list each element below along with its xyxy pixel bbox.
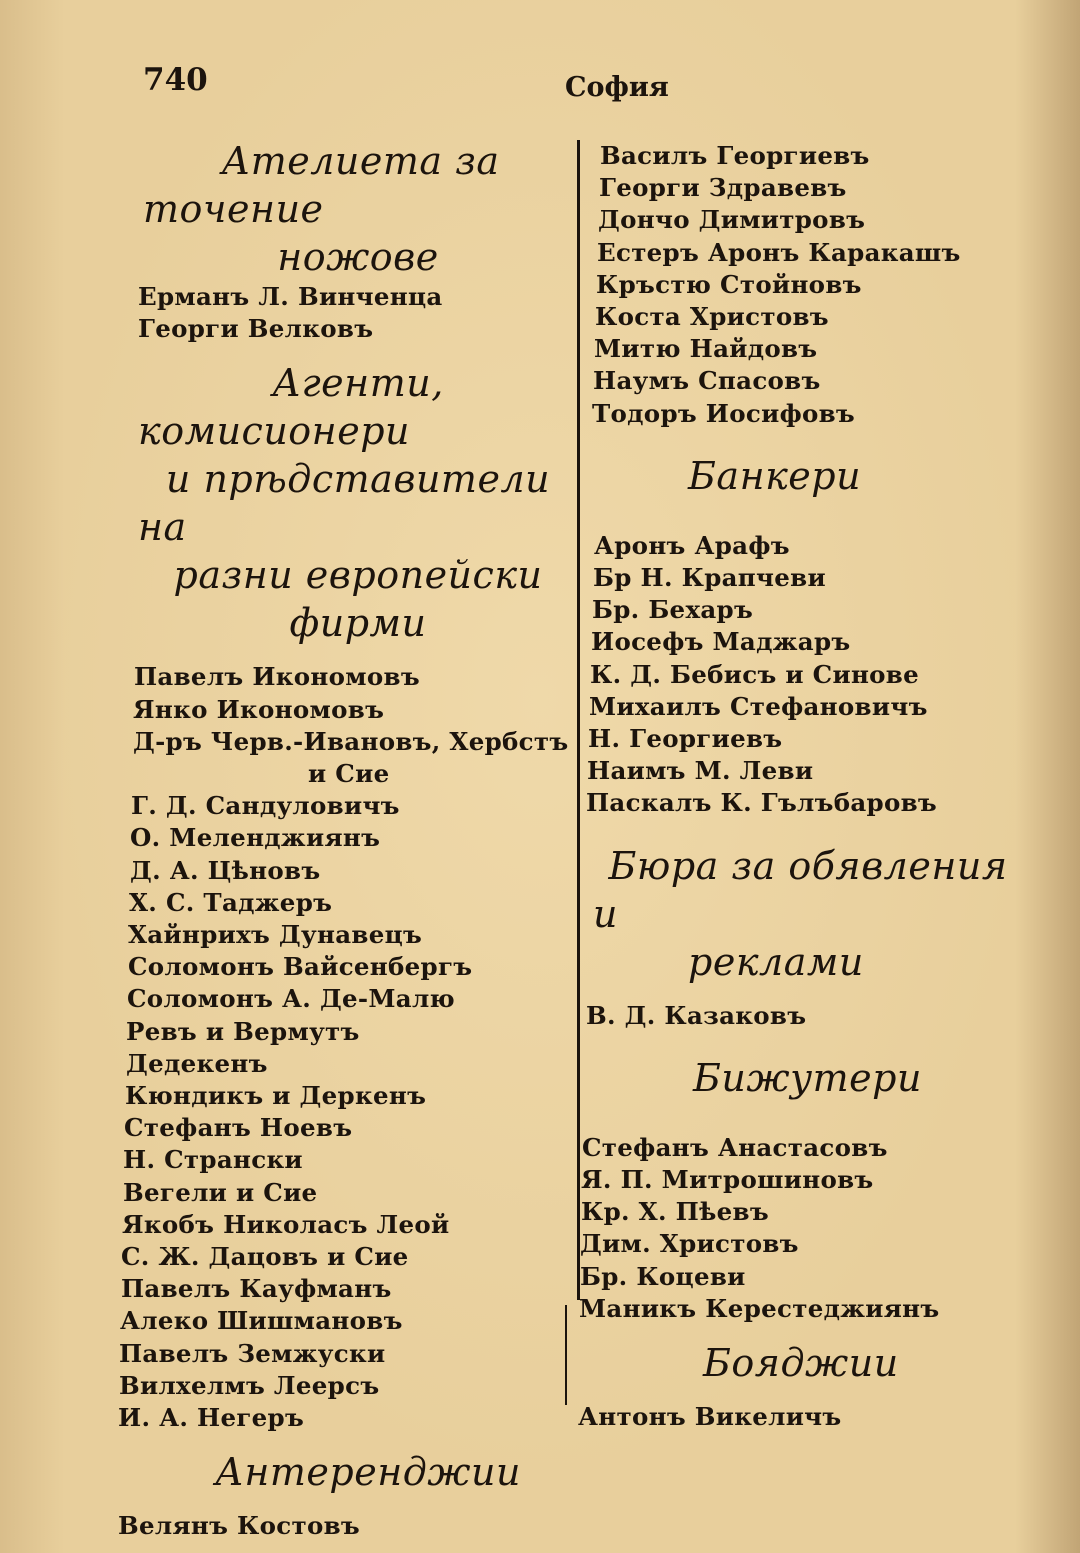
section-title: Бижутери (693, 1055, 922, 1100)
list-item: Коста Христовъ (595, 302, 829, 332)
list-item: Соломонъ Вайсенбергъ (128, 952, 473, 982)
list-item: Я. П. Митрошиновъ (581, 1165, 874, 1195)
section-title: Ателиета за точение (143, 139, 500, 231)
list-item: Василъ Георгиевъ (600, 141, 870, 170)
list-item: И. А. Негеръ (118, 1403, 305, 1433)
list-item: Аронъ Арафъ (594, 530, 790, 560)
list-item: Павелъ Икономовъ (134, 662, 420, 692)
list-item: Янко Икономовъ (133, 694, 385, 724)
list-item: Стефанъ Ноевъ (124, 1113, 353, 1143)
right-column (578, 140, 1038, 1433)
list-item: Георги Здравевъ (599, 173, 847, 203)
list-item: Н. Георгиевъ (588, 724, 783, 754)
section-title: Антеренджии (215, 1450, 521, 1495)
list-item: Д. А. Цѣновъ (130, 855, 321, 885)
list-item: Маникъ Керестеджиянъ (579, 1293, 940, 1323)
list-item: Наумъ Спасовъ (593, 366, 821, 396)
list-item: Антонъ Викеличъ (578, 1402, 842, 1432)
list-item: Бр. Бехаръ (592, 595, 754, 625)
list-item: Х. С. Таджеръ (129, 887, 333, 917)
section-title: Бояджии (703, 1341, 899, 1386)
list-item: Хайнрихъ Дунавецъ (128, 920, 423, 950)
list-item: Дончо Димитровъ (598, 205, 866, 235)
list-item: Павелъ Кауфманъ (121, 1274, 392, 1304)
list-item: Георги Велковъ (138, 314, 374, 344)
list-item: Ерманъ Л. Винченца (138, 282, 443, 311)
list-item: Г. Д. Сандуловичъ (131, 791, 400, 821)
running-title: София (565, 72, 669, 103)
list-item: С. Ж. Дацовъ и Сие (121, 1242, 409, 1272)
list-item: Д-ръ Черв.-Ивановъ, Хербстъ (133, 726, 569, 756)
list-item: Митю Найдовъ (594, 334, 818, 364)
list-item: Наимъ М. Леви (587, 756, 814, 786)
list-item: Вегели и Сие (123, 1177, 318, 1207)
list-item: В. Д. Казаковъ (586, 1000, 807, 1030)
list-item: Кюндикъ и Деркенъ (125, 1081, 427, 1111)
section-title: фирми (289, 601, 427, 646)
list-item: Иосефъ Маджаръ (591, 627, 851, 657)
section-title: реклами (688, 939, 864, 984)
section-title: ножове (277, 235, 439, 279)
section-title: Бюра за обявления и (593, 843, 1008, 936)
list-item: Алеко Шишмановъ (120, 1306, 403, 1336)
list-item: Кр. Х. Пѣевъ (581, 1197, 769, 1227)
list-item: Тодоръ Иосифовъ (592, 398, 856, 428)
list-item: Велянъ Костовъ (118, 1511, 361, 1541)
section-title: Агенти, комисионери (138, 361, 444, 454)
list-item: К. Д. Бебисъ и Синове (590, 659, 920, 689)
section-title: Банкери (688, 453, 862, 498)
list-item: О. Меленджиянъ (130, 823, 381, 853)
list-item: Бр. Коцеви (580, 1261, 746, 1291)
list-item: Якобъ Николасъ Леой (122, 1209, 450, 1239)
list-item: Кръстю Стойновъ (596, 269, 862, 299)
list-item: и Сие (308, 759, 390, 789)
list-item: Михаилъ Стефановичъ (589, 691, 928, 721)
section-title: разни европейски (173, 553, 543, 598)
list-item: Н. Странски (123, 1145, 303, 1175)
list-item: Стефанъ Анастасовъ (582, 1132, 888, 1162)
list-item: Паскалъ К. Гълъбаровъ (586, 788, 938, 818)
list-item: Бр Н. Крапчеви (593, 563, 826, 593)
list-item: Павелъ Земжуски (119, 1338, 386, 1368)
list-item: Дедекенъ (126, 1048, 268, 1078)
list-item: Соломонъ А. Де-Малю (127, 984, 455, 1014)
list-item: Вилхелмъ Леерсъ (119, 1370, 380, 1400)
list-item: Естеръ Аронъ Каракашъ (597, 237, 961, 267)
section-title: и прѣдставители на (138, 457, 551, 550)
page-number: 740 (143, 62, 208, 98)
list-item: Ревъ и Вермутъ (126, 1016, 360, 1046)
list-item: Дим. Христовъ (580, 1229, 799, 1259)
left-column (118, 137, 578, 1542)
